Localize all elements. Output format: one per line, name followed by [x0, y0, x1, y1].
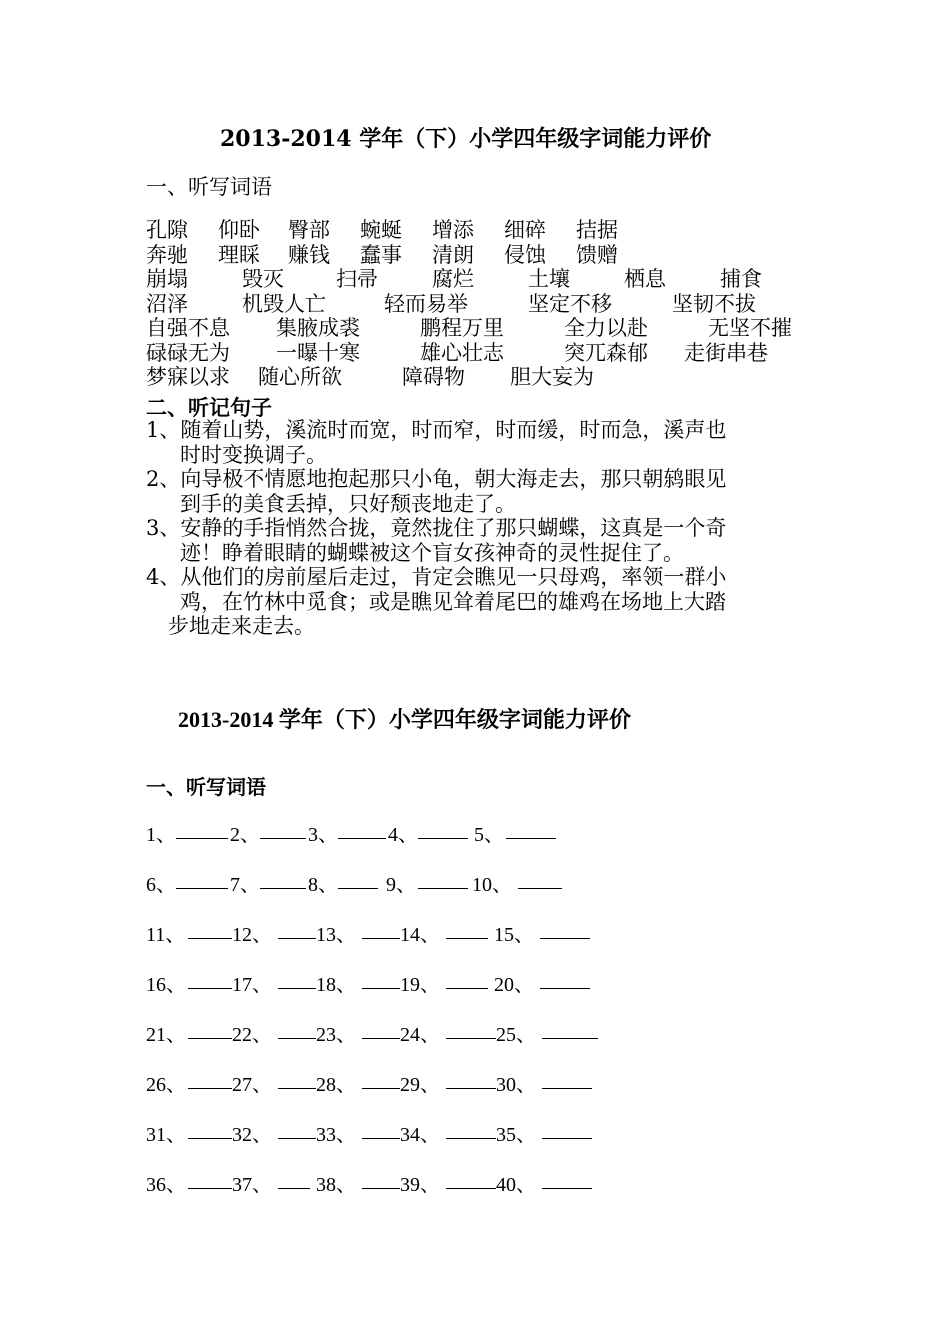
word-list — [146, 218, 826, 390]
word: 坚韧不拔 — [672, 291, 756, 316]
word: 全力以赴 — [564, 316, 648, 340]
word: 馈赠 — [576, 242, 618, 267]
word: 栖息 — [624, 267, 666, 291]
answer-row — [146, 1118, 646, 1144]
word: 增添 — [432, 218, 474, 242]
page-title: 2013-2014 学年（下）小学四年级字词能力评价 — [220, 126, 712, 152]
item-number: 29、 — [400, 1074, 440, 1096]
answer-grid — [146, 818, 666, 1198]
item-number: 11、 — [146, 924, 186, 946]
item-number: 26、 — [146, 1074, 186, 1096]
sentence-line: 1、随着山势，溪流时而宽，时而窄，时而缓，时而急，溪声也 — [146, 418, 727, 442]
item-number: 39、 — [400, 1174, 440, 1196]
answer-row — [146, 868, 646, 894]
item-number: 22、 — [232, 1024, 272, 1046]
word: 孔隙 — [146, 218, 188, 242]
item-number: 8、 — [308, 874, 338, 896]
word: 障碍物 — [402, 365, 465, 389]
item-number: 27、 — [232, 1074, 272, 1096]
item-number: 30、 — [496, 1074, 536, 1096]
item-number: 37、 — [232, 1174, 272, 1196]
word: 捕食 — [720, 267, 762, 291]
word-row — [146, 243, 826, 268]
item-number: 12、 — [232, 924, 272, 946]
word: 清朗 — [432, 242, 474, 267]
item-number: 3、 — [308, 824, 338, 846]
word: 碌碌无为 — [146, 340, 230, 365]
word: 拮据 — [576, 218, 618, 242]
word-row — [146, 365, 826, 390]
item-number: 35、 — [496, 1124, 536, 1146]
word: 一曝十寒 — [276, 340, 360, 365]
word: 胆大妄为 — [510, 365, 594, 389]
item-number: 23、 — [316, 1024, 356, 1046]
section-heading-dictation: 一、听写词语 — [146, 175, 272, 199]
item-number: 21、 — [146, 1024, 186, 1046]
word: 坚定不移 — [528, 291, 612, 316]
answer-row — [146, 968, 646, 994]
item-number: 7、 — [230, 874, 260, 896]
sentence-line: 时时变换调子。 — [180, 442, 327, 467]
item-number: 24、 — [400, 1024, 440, 1046]
word: 梦寐以求 — [146, 365, 230, 389]
word-row — [146, 341, 826, 366]
word: 鹏程万里 — [420, 316, 504, 340]
word-row — [146, 267, 826, 292]
word: 突兀森郁 — [564, 340, 648, 365]
item-number: 34、 — [400, 1124, 440, 1146]
word: 土壤 — [528, 267, 570, 291]
section-heading-dictation-2: 一、听写词语 — [146, 775, 266, 799]
word: 轻而易举 — [384, 291, 468, 316]
word: 奔驰 — [146, 242, 188, 267]
sentence-line: 2、向导极不情愿地抱起那只小龟，朝大海走去，那只朝鸫眼见 — [146, 467, 727, 491]
item-number: 38、 — [316, 1174, 356, 1196]
item-number: 32、 — [232, 1124, 272, 1146]
item-number: 36、 — [146, 1174, 186, 1196]
item-number: 4、 — [388, 824, 418, 846]
page-title-2: 2013-2014 学年（下）小学四年级字词能力评价 — [178, 707, 631, 732]
sentence-list — [146, 418, 726, 639]
word: 无坚不摧 — [708, 316, 792, 340]
item-number: 17、 — [232, 974, 272, 996]
item-number: 1、 — [146, 824, 176, 846]
word: 赚钱 — [288, 242, 330, 267]
item-number: 31、 — [146, 1124, 186, 1146]
word: 腐烂 — [432, 267, 474, 291]
item-number: 28、 — [316, 1074, 356, 1096]
answer-blank[interactable] — [176, 820, 228, 839]
word: 雄心壮志 — [420, 340, 504, 365]
answer-row — [146, 818, 646, 844]
sentence-line: 步地走来走去。 — [168, 614, 315, 638]
word-row — [146, 292, 826, 317]
word: 扫帚 — [336, 267, 378, 291]
word: 蠢事 — [360, 242, 402, 267]
word: 机毁人亡 — [242, 291, 326, 316]
sentence-line: 4、从他们的房前屋后走过，肯定会瞧见一只母鸡，率领一群小 — [146, 565, 727, 589]
item-number: 20、 — [494, 974, 534, 996]
item-number: 10、 — [472, 874, 512, 896]
sentence-line: 鸡，在竹林中觅食；或是瞧见耸着尾巴的雄鸡在场地上大踏 — [180, 589, 726, 614]
word: 自强不息 — [146, 316, 230, 340]
sentence-line: 3、安静的手指悄然合拢，竟然拢住了那只蝴蝶，这真是一个奇 — [146, 516, 727, 540]
answer-row — [146, 1068, 646, 1094]
item-number: 2、 — [230, 824, 260, 846]
word: 仰卧 — [218, 218, 260, 242]
item-number: 6、 — [146, 874, 176, 896]
word: 蜿蜒 — [360, 218, 402, 242]
item-number: 25、 — [496, 1024, 536, 1046]
word: 沼泽 — [146, 291, 188, 316]
answer-row — [146, 1168, 646, 1194]
word: 集腋成裘 — [276, 316, 360, 340]
section-heading-sentences: 二、听记句子 — [146, 395, 272, 420]
word: 理睬 — [218, 242, 260, 267]
word-row — [146, 316, 826, 341]
sentence-line: 迹！睁着眼睛的蝴蝶被这个盲女孩神奇的灵性捉住了。 — [180, 540, 684, 565]
sentence-line: 到手的美食丢掉，只好颓丧地走了。 — [180, 491, 516, 516]
answer-row — [146, 1018, 646, 1044]
item-number: 5、 — [474, 824, 504, 846]
item-number: 15、 — [494, 924, 534, 946]
item-number: 40、 — [496, 1174, 536, 1196]
item-number: 19、 — [400, 974, 440, 996]
word: 随心所欲 — [258, 365, 342, 389]
word: 走街串巷 — [684, 340, 768, 365]
item-number: 13、 — [316, 924, 356, 946]
word-row — [146, 218, 826, 243]
word: 臀部 — [288, 218, 330, 242]
item-number: 14、 — [400, 924, 440, 946]
word: 崩塌 — [146, 267, 188, 291]
answer-row — [146, 918, 646, 944]
item-number: 9、 — [386, 874, 416, 896]
word: 毁灭 — [242, 267, 284, 291]
item-number: 33、 — [316, 1124, 356, 1146]
word: 侵蚀 — [504, 242, 546, 267]
word: 细碎 — [504, 218, 546, 242]
item-number: 18、 — [316, 974, 356, 996]
item-number: 16、 — [146, 974, 186, 996]
